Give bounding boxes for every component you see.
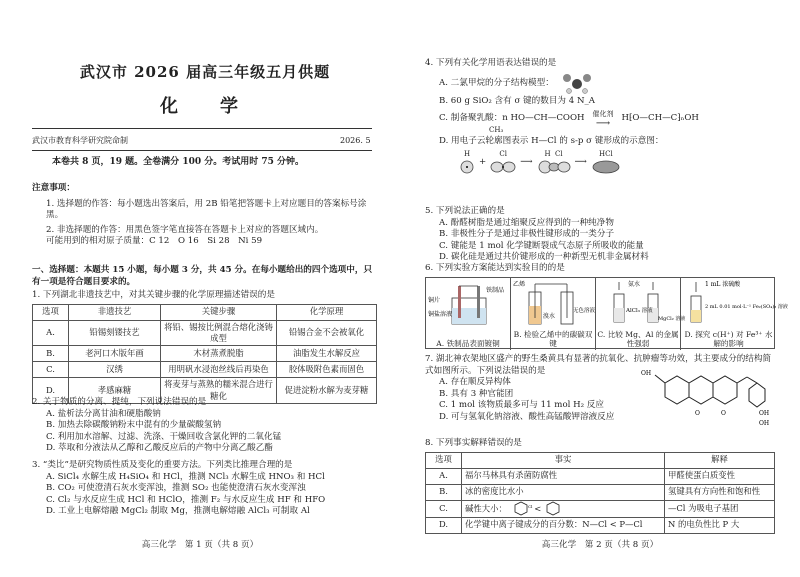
question-2: [32, 397, 377, 455]
column-header: 选项: [33, 304, 69, 320]
note-item: 1. 选择题的作答：每小题选出答案后，用 2B 铅笔把答题卡上对应题目的答案标号涂黑。: [46, 198, 367, 221]
question-8: [425, 438, 775, 534]
divider: [32, 150, 372, 151]
option-a-text: A. 二氯甲烷的分子结构模型：: [439, 77, 554, 88]
orbital-label: H: [544, 149, 551, 158]
column-header: 选项: [426, 452, 462, 468]
annotation: 氨水: [628, 281, 641, 288]
orbital-hcl: [591, 150, 621, 175]
annotation: 铜盐溶液: [428, 311, 453, 318]
page-footer-left: 高三化学 第 1 页（共 8 页）: [141, 540, 259, 550]
experiment-b: [511, 278, 596, 350]
ring-oxygen-label: O: [695, 410, 700, 418]
note-item: 2. 非选择题的作答：用黑色签字笔直接答在答题卡上对应的答题区域内。: [46, 224, 324, 235]
table-header-row: [33, 304, 377, 320]
question-4: [425, 58, 775, 175]
p-orbital-icon: [490, 159, 516, 175]
question-stem: 3. “类比”是研究物质性质及变化的重要方法。下列类比推理合理的是: [32, 460, 293, 470]
svg-text:Cl: Cl: [527, 503, 532, 509]
table-cell: 油脂发生水解反应: [277, 346, 377, 362]
plus-sign: +: [479, 156, 487, 167]
question-stem: 2. 关于物质的分离、提纯，下列说法错误的是: [32, 397, 207, 407]
column-header: 解释: [665, 452, 775, 468]
experiment-label: D. 探究 c(H⁺) 对 Fe³⁺ 水解的影响: [684, 329, 773, 348]
arrow-icon: ⟶: [595, 117, 611, 129]
cell-text: 碱性大小：: [465, 503, 507, 514]
table-cell: B.: [33, 346, 69, 362]
annotation: 无色溶液: [573, 308, 596, 314]
arrow-icon: ⟶: [520, 156, 533, 167]
table-cell: C.: [426, 500, 462, 517]
table-cell: 将铅、锡按比例混合熔化浇铸成型: [161, 320, 277, 346]
s-orbital-icon: [459, 159, 475, 175]
table-header-row: [426, 452, 775, 468]
experiment-d: [681, 278, 788, 350]
table-cell: 老河口木版年画: [69, 346, 161, 362]
option-c: C. 利用加水溶解、过滤、洗涤、干燥回收含氯化钾的二氧化锰: [46, 431, 282, 442]
option-b: B. CO₂ 可使澄清石灰水变浑浊，推测 SO₂ 也能使澄清石灰水变浑浊: [46, 483, 306, 494]
exam-title: 武汉市 2026 届高三年级五月供题: [79, 63, 331, 81]
table-cell: A.: [426, 468, 462, 484]
orbital-label: Cl: [555, 149, 563, 158]
polymer-formula: H⁅O—CH—C⁆ₙOH: [621, 113, 699, 124]
table-row: [426, 517, 775, 533]
orbital-cl: [490, 150, 516, 175]
hydroxyl-label: OH: [759, 410, 770, 418]
q7-options: [425, 377, 625, 423]
molecule-structure-icon: [635, 363, 775, 429]
hcl-orbital-icon: [591, 159, 621, 175]
column-header: 非遗技艺: [69, 304, 161, 320]
annotation: MgCl₂ 溶液: [658, 316, 686, 322]
table-cell: 铅锡合金不会被氧化: [277, 320, 377, 346]
option-a: A. 盐析法分离甘油和硬脂酸钠: [46, 408, 161, 419]
question-stem: 5. 下列说法正确的是: [425, 206, 505, 216]
option-d: D. 工业上电解熔融 MgCl₂ 制取 Mg，推测电解熔融 AlCl₃ 可制取 Al: [46, 506, 310, 517]
question-6-stem: 6. 下列实验方案能达到实验目的的是: [425, 263, 565, 273]
option-a: A. 酚醛树脂是通过缩聚反应得到的一种纯净物: [439, 217, 614, 228]
table-cell: D.: [33, 378, 69, 404]
experiment-label: C. 比较 Mg、Al 的金属性强弱: [597, 329, 679, 348]
annotation: 铜片: [428, 297, 441, 304]
question-7: [425, 354, 775, 429]
table-row: [33, 320, 377, 346]
hydrolysis-apparatus-icon: [681, 278, 788, 328]
question-stem: 4. 下列有关化学用语表达错误的是: [425, 58, 557, 68]
table-cell: 冰的密度比水小: [462, 484, 665, 500]
table-cell: 用明矾水浸泡丝线后再染色: [161, 362, 277, 378]
experiment-label: B. 检验乙烯中的碳碳双键: [513, 329, 593, 348]
option-b: B. 60 g SiO₂ 含有 σ 键的数目为 4 N_A: [439, 95, 595, 106]
annotation: 溴水: [543, 313, 556, 320]
table-row: [426, 500, 775, 517]
table-row: [33, 362, 377, 378]
table-cell: 化学键中离子键成分的百分数：N—Cl < P—Cl: [462, 517, 665, 533]
option-c: C. 键能是 1 mol 化学键断裂成气态原子所吸收的能量: [439, 240, 644, 251]
column-header: 事实: [462, 452, 665, 468]
table-cell: 将麦芽与蒸熟的糯米混合进行糖化: [161, 378, 277, 404]
chloropyridine-icon: [510, 502, 532, 516]
ethylene-test-apparatus-icon: [511, 278, 596, 328]
table-row: [33, 346, 377, 362]
annotation: 1 mL 浓硫酸: [705, 281, 741, 288]
option-b: B. 非极性分子是通过非极性键形成的一类分子: [439, 229, 615, 240]
overlap-orbital-icon: [537, 159, 571, 175]
experiment-a: [426, 278, 511, 350]
question-stem: 7. 湖北神农架地区盛产的野生桑黄具有显著的抗氧化、抗肿瘤等功效，其主要成分的结构简式如图所示。下列说法错误的是: [425, 354, 772, 376]
issuing-bureau: 武汉市教育科学研究院命制: [32, 136, 128, 145]
annotation: AlCl₃ 溶液: [626, 308, 653, 314]
table-cell: [462, 500, 665, 517]
orbital-overlap: [537, 150, 571, 175]
question-1: [32, 290, 377, 404]
table-cell: 铅锡刻镂技艺: [69, 320, 161, 346]
option-a: [425, 72, 775, 96]
table-cell: 福尔马林具有杀菌防腐性: [462, 468, 665, 484]
table-cell: 胶体吸附色素而固色: [277, 362, 377, 378]
option-c: C. Cl₂ 与水反应生成 HCl 和 HClO，推测 F₂ 与水反应生成 HF 和 HFO: [46, 494, 326, 505]
column-header: 关键步骤: [161, 304, 277, 320]
methyl-label: CH₃: [489, 125, 504, 134]
electroplating-apparatus-icon: [426, 278, 511, 328]
q1-table: [32, 304, 377, 404]
orbital-diagram: [425, 150, 775, 175]
table-cell: 汉绣: [69, 362, 161, 378]
page-footer-right: 高三化学 第 2 页（共 8 页）: [541, 540, 659, 550]
dichloromethane-model-icon: [560, 72, 594, 96]
orbital-h: [459, 150, 475, 175]
exam-date: 2026. 5: [340, 136, 371, 145]
orbital-label: Cl: [499, 149, 507, 158]
question-3: [32, 460, 377, 518]
option-b: B. 加热去除碳酸钠粉末中混有的少量碳酸氢钠: [46, 420, 222, 431]
right-column: [400, 0, 800, 577]
option-c-text: C. 制备聚乳酸：n HO—CH—COOH: [439, 113, 585, 124]
atomic-mass-note: 可能用到的相对原子质量：C 12 O 16 Si 28 Ni 59: [46, 236, 263, 247]
q7-body: [425, 370, 775, 429]
question-5: [425, 206, 775, 264]
carbonyl-oxygen-label: O: [721, 410, 726, 418]
table-cell: N 的电负性比 P 大: [665, 517, 775, 533]
column-header: 化学原理: [277, 304, 377, 320]
table-row: [426, 468, 775, 484]
option-c: C. 1 mol 该物质最多可与 11 mol H₂ 反应: [439, 400, 604, 411]
pyridine-icon: [544, 502, 562, 516]
divider: [32, 128, 372, 129]
option-a: A. 存在顺反异构体: [439, 377, 511, 388]
option-d: D. 用电子云轮廓图表示 H—Cl 的 s-p σ 键形成的示意图：: [439, 136, 664, 147]
question-stem: 1. 下列湖北非遗技艺中，对其关键步骤的化学原理描述错误的是: [32, 290, 275, 300]
question-stem: 8. 下列事实解释错误的是: [425, 438, 522, 448]
orbital-label: H: [463, 149, 471, 158]
orbital-label: HCl: [599, 149, 613, 158]
hydroxyl-label: OH: [759, 420, 770, 428]
arrow-icon: ⟶: [574, 156, 587, 167]
notes-heading: 注意事项：: [32, 183, 75, 193]
experiment-c: [596, 278, 686, 350]
exam-intro: 本卷共 8 页，19 题。全卷满分 100 分。考试用时 75 分钟。: [52, 157, 305, 167]
experiment-label: A. 铁制品表面镀铜: [436, 338, 500, 348]
catalyst-label: 催化剂: [592, 110, 614, 119]
annotation: 乙烯: [513, 281, 526, 288]
hydroxyl-label: OH: [641, 370, 652, 378]
comparison-sign: <: [534, 503, 542, 514]
notes-section: [32, 183, 377, 248]
orbital-label-pair: [544, 150, 562, 159]
reaction-arrow: [593, 110, 614, 127]
annotation: 2 mL 0.01 mol·L⁻¹ Fe₂(SO₄)₃ 溶液: [705, 304, 788, 310]
option-d: D. 可与氢氧化钠溶液、酸性高锰酸钾溶液反应: [439, 411, 615, 422]
option-d: D. 萃取和分液法从乙醇和乙酸反应后的产物中分离乙酸乙酯: [46, 443, 273, 454]
table-cell: A.: [33, 320, 69, 346]
table-cell: 促进淀粉水解为麦芽糖: [277, 378, 377, 404]
annotation: 铁制品: [486, 287, 505, 294]
metal-comparison-apparatus-icon: [596, 278, 686, 328]
option-a: A. SiCl₄ 水解生成 H₄SiO₄ 和 HCl，推测 NCl₃ 水解生成 HNO₃ 和 HCl: [46, 471, 325, 482]
subject-title: 化 学: [160, 96, 250, 117]
table-row: [426, 484, 775, 500]
q6-experiments: [425, 277, 788, 349]
table-cell: 氢键具有方向性和饱和性: [665, 484, 775, 500]
table-cell: 孝感麻糖: [69, 378, 161, 404]
table-cell: D.: [426, 517, 462, 533]
q8-table: [425, 452, 775, 534]
table-cell: C.: [33, 362, 69, 378]
table-cell: B.: [426, 484, 462, 500]
table-cell: —Cl 为吸电子基团: [665, 500, 775, 517]
table-cell: 甲醛使蛋白质变性: [665, 468, 775, 484]
option-b: B. 具有 3 种官能团: [439, 388, 514, 399]
table-cell: 木材蒸煮脱脂: [161, 346, 277, 362]
section-heading: 一、选择题：本题共 15 小题，每小题 3 分，共 45 分。在每小题给出的四个选项中，只有一项是符合题目要求的。: [32, 265, 373, 287]
option-d: D. 碳化硅是通过共价键形成的一种新型无机非金属材料: [439, 252, 649, 263]
